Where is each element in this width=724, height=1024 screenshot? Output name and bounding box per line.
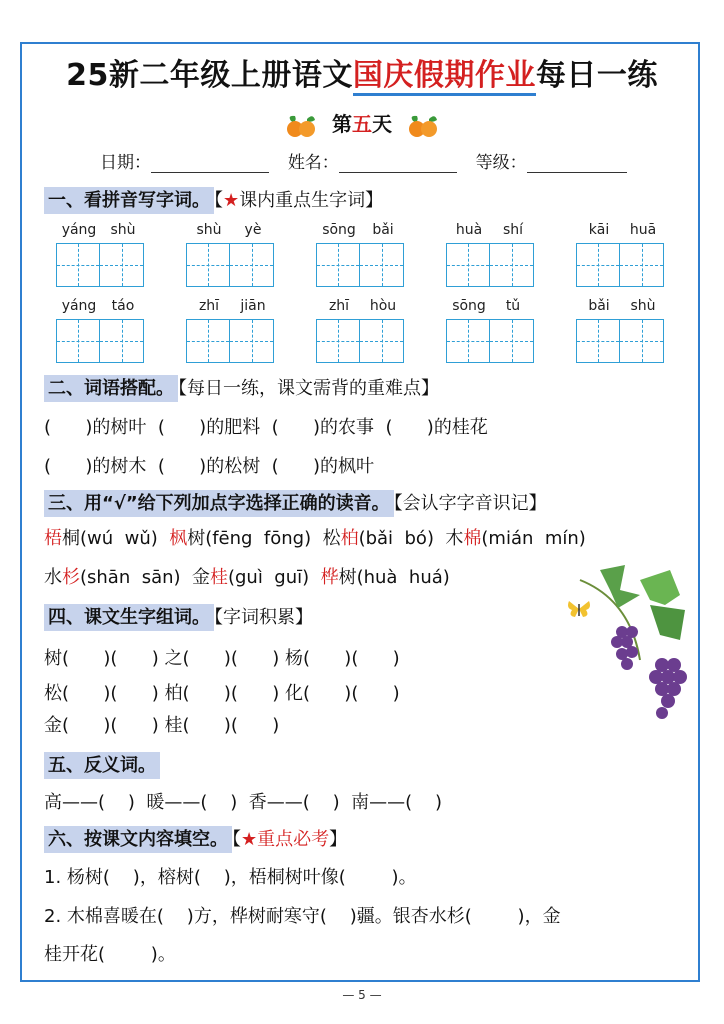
writing-grid	[446, 319, 534, 363]
section-1-label: 一、看拼音写字词。	[44, 187, 214, 214]
reading-options[interactable]: (shān sān)	[80, 567, 192, 588]
star-icon: ★	[241, 829, 258, 850]
pinyin-syllable: bǎi	[372, 222, 394, 238]
section-1-heading	[44, 186, 383, 212]
tianzige-box[interactable]	[446, 243, 490, 287]
writing-grid	[186, 319, 274, 363]
tianzige-box[interactable]	[490, 319, 534, 363]
section-6-note: 重点必考	[257, 829, 330, 850]
grape-vine-illustration	[570, 560, 692, 732]
pinyin-labels	[186, 298, 274, 316]
tianzige-box[interactable]	[230, 243, 274, 287]
writing-grid	[316, 319, 404, 363]
tianzige-box[interactable]	[56, 319, 100, 363]
section-4-note: 【字词积累】	[214, 607, 313, 628]
title-highlight: 国庆假期作业	[353, 58, 536, 96]
fill-blank-line-3[interactable]: 桂开花( )。	[44, 944, 176, 965]
tianzige-box[interactable]	[316, 319, 360, 363]
note-bracket: 【	[232, 829, 241, 850]
title-prefix: 25新二年级上册语文	[66, 58, 353, 93]
section-6-label: 六、按课文内容填空。	[44, 826, 232, 853]
reading-choice-line-1	[44, 524, 586, 550]
writing-grid	[56, 319, 144, 363]
pinyin-labels	[316, 298, 404, 316]
reading-choice-line-2	[44, 563, 450, 589]
section-1-note: 课内重点生字词	[239, 190, 366, 211]
tianzige-box[interactable]	[620, 243, 664, 287]
name-label: 姓名：	[287, 153, 339, 173]
pinyin-labels	[576, 298, 664, 316]
section-4-heading	[44, 603, 313, 629]
section-2-label: 二、词语搭配。	[44, 375, 178, 402]
orange-fruit-icon	[283, 113, 319, 139]
day-prefix: 第	[332, 112, 352, 136]
pinyin-group	[186, 222, 274, 287]
pinyin-syllable: sōng	[322, 222, 356, 238]
reading-options[interactable]: (bǎi bó)	[358, 528, 446, 549]
fill-blank-line-1[interactable]: 1. 杨树( )，榕树( )，梧桐树叶像( )。	[44, 867, 417, 888]
day-number: 五	[352, 112, 372, 136]
pinyin-group	[446, 298, 534, 363]
tianzige-box[interactable]	[576, 243, 620, 287]
tianzige-box[interactable]	[186, 319, 230, 363]
dotted-character: 桦	[320, 567, 339, 588]
pinyin-syllable: sōng	[452, 298, 486, 314]
writing-grid	[186, 243, 274, 287]
pinyin-group	[576, 222, 664, 287]
pinyin-labels	[56, 222, 144, 240]
date-label: 日期：	[100, 153, 151, 173]
section-3-heading	[44, 489, 547, 515]
tianzige-box[interactable]	[446, 319, 490, 363]
tianzige-box[interactable]	[186, 243, 230, 287]
word-building-line-3[interactable]: 金( )( ) 桂( )( )	[44, 715, 280, 736]
section-4-label: 四、课文生字组词。	[44, 604, 214, 631]
section-5-heading	[44, 751, 160, 777]
writing-grid	[446, 243, 534, 287]
word-building-line-2[interactable]: 松( )( ) 柏( )( ) 化( )( )	[44, 683, 400, 704]
writing-grid	[576, 243, 664, 287]
pinyin-syllable: shí	[502, 222, 524, 238]
pinyin-syllable: yáng	[61, 298, 97, 314]
pinyin-syllable: jiān	[240, 298, 266, 314]
tianzige-box[interactable]	[490, 243, 534, 287]
character: 水	[44, 567, 62, 588]
section-2-heading	[44, 374, 439, 400]
dotted-character: 桂	[209, 567, 228, 588]
collocation-line-1[interactable]: ( )的树叶 ( )的肥料 ( )的农事 ( )的桂花	[44, 417, 488, 438]
date-field[interactable]	[151, 156, 269, 173]
collocation-line-2[interactable]: ( )的树木 ( )的松树 ( )的枫叶	[44, 456, 375, 477]
title-suffix: 每日一练	[535, 58, 658, 93]
info-line	[100, 148, 627, 173]
orange-fruit-icon	[405, 113, 441, 139]
day-heading	[0, 108, 724, 139]
writing-grid	[576, 319, 664, 363]
pinyin-syllable: huā	[629, 222, 657, 238]
name-field[interactable]	[339, 156, 457, 173]
section-3-note: 【会认字字音识记】	[393, 493, 547, 514]
pinyin-labels	[576, 222, 664, 240]
day-suffix: 天	[372, 112, 392, 136]
page-title	[0, 50, 724, 94]
section-2-note: 【每日一练，课文需背的重难点】	[178, 378, 439, 399]
pinyin-labels	[316, 222, 404, 240]
star-icon: ★	[223, 190, 240, 211]
pinyin-labels	[186, 222, 274, 240]
tianzige-box[interactable]	[360, 319, 404, 363]
pinyin-labels	[446, 222, 534, 240]
antonym-line[interactable]: 高——( ) 暖——( ) 香——( ) 南——( )	[44, 792, 443, 813]
tianzige-box[interactable]	[316, 243, 360, 287]
pinyin-syllable: táo	[111, 298, 135, 314]
reading-options[interactable]: (guì guī)	[227, 567, 321, 588]
page-number: — 5 —	[342, 988, 382, 1002]
reading-options[interactable]: 树(fēng fōng)	[187, 528, 323, 549]
pinyin-syllable: bǎi	[588, 298, 610, 314]
fill-blank-line-2[interactable]: 2. 木棉喜暖在( )方，桦树耐寒守( )疆。银杏水杉( )，金	[44, 906, 561, 927]
note-bracket: 】	[329, 829, 348, 850]
pinyin-syllable: huà	[455, 222, 483, 238]
tianzige-box[interactable]	[230, 319, 274, 363]
pinyin-group	[316, 222, 404, 287]
pinyin-group	[576, 298, 664, 363]
section-5-label: 五、反义词。	[44, 752, 160, 779]
tianzige-box[interactable]	[360, 243, 404, 287]
pinyin-syllable: kāi	[588, 222, 610, 238]
character: 松	[322, 528, 341, 549]
pinyin-syllable: shù	[196, 222, 222, 238]
pinyin-syllable: shù	[630, 298, 656, 314]
tianzige-box[interactable]	[100, 319, 144, 363]
dotted-character: 杉	[62, 567, 80, 588]
reading-options[interactable]: (mián mín)	[481, 528, 586, 549]
note-bracket: 【	[214, 190, 223, 211]
writing-grid	[56, 243, 144, 287]
tianzige-box[interactable]	[100, 243, 144, 287]
pinyin-labels	[56, 298, 144, 316]
pinyin-labels	[446, 298, 534, 316]
character: 金	[191, 567, 210, 588]
word-building-line-1[interactable]: 树( )( ) 之( )( ) 杨( )( )	[44, 648, 400, 669]
pinyin-syllable: zhī	[198, 298, 220, 314]
butterfly-icon	[566, 598, 592, 620]
section-3-label: 三、用“√”给下列加点字选择正确的读音。	[44, 490, 394, 517]
tianzige-box[interactable]	[576, 319, 620, 363]
grade-field[interactable]	[527, 156, 627, 173]
note-bracket: 】	[365, 190, 384, 211]
pinyin-syllable: tǔ	[505, 298, 521, 314]
pinyin-group	[56, 222, 144, 287]
pinyin-syllable: yè	[244, 222, 262, 238]
tianzige-box[interactable]	[56, 243, 100, 287]
pinyin-syllable: yáng	[61, 222, 97, 238]
dotted-character: 棉	[463, 528, 482, 549]
pinyin-group	[446, 222, 534, 287]
character: 木	[445, 528, 464, 549]
grade-label: 等级：	[475, 153, 527, 173]
section-6-heading	[44, 825, 347, 851]
pinyin-group	[316, 298, 404, 363]
pinyin-group	[186, 298, 274, 363]
reading-options[interactable]: 树(huà huá)	[338, 567, 450, 588]
tianzige-box[interactable]	[620, 319, 664, 363]
writing-grid	[316, 243, 404, 287]
dotted-character: 枫	[169, 528, 188, 549]
reading-options[interactable]: 桐(wú wǔ)	[62, 528, 170, 549]
pinyin-syllable: zhī	[328, 298, 350, 314]
pinyin-syllable: shù	[110, 222, 136, 238]
dotted-character: 梧	[44, 528, 62, 549]
dotted-character: 柏	[340, 528, 359, 549]
pinyin-syllable: hòu	[369, 298, 397, 314]
pinyin-group	[56, 298, 144, 363]
